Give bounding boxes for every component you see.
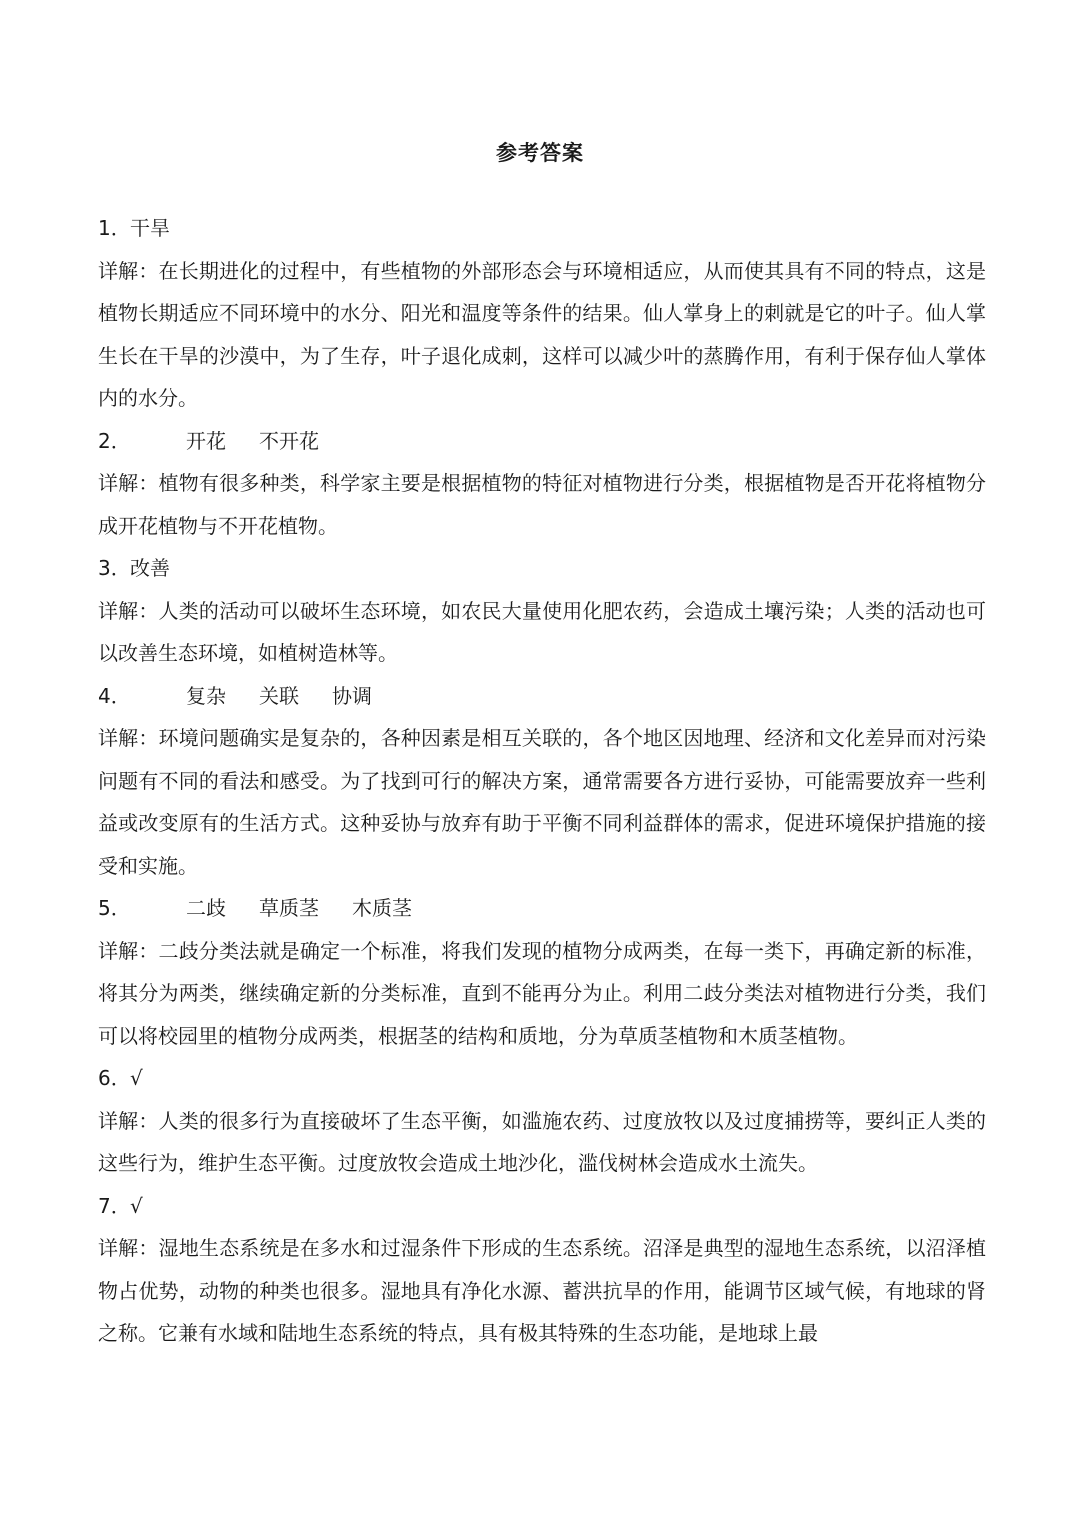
answer-text: 改善 [130, 556, 170, 580]
answer-number: 3． [98, 556, 131, 580]
answer-line-3 [98, 547, 986, 590]
answer-list [98, 207, 986, 1355]
answer-text: 干旱 [130, 216, 170, 240]
answer-line-1 [98, 207, 986, 250]
answer-text: 草质茎 [259, 896, 319, 920]
answer-detail-5: 详解：二歧分类法就是确定一个标准，将我们发现的植物分成两类，在每一类下，再确定新的标准，将其分为两类，继续确定新的分类标准，直到不能再分为止。利用二歧分类法对植物进行分类，我们可以将校园里的植物分成两类，根据茎的结构和质地，分为草质茎植物和木质茎植物。 [98, 938, 986, 1048]
answer-detail-2: 详解：植物有很多种类，科学家主要是根据植物的特征对植物进行分类，根据植物是否开花将植物分成开花植物与不开花植物。 [98, 471, 986, 538]
page-title: 参考答案 [496, 141, 584, 165]
answer-detail-7: 详解：湿地生态系统是在多水和过湿条件下形成的生态系统。沼泽是典型的湿地生态系统，以沼泽植物占优势，动物的种类也很多。湿地具有净化水源、蓄洪抗旱的作用，能调节区域气候，有地球的肾之称。它兼有水域和陆地生态系统的特点，具有极其特殊的生态功能，是地球上最 [98, 1236, 986, 1345]
answer-number: 1． [98, 216, 131, 240]
answer-number: 4． [98, 683, 131, 708]
answer-detail-6: 详解：人类的很多行为直接破坏了生态平衡，如滥施农药、过度放牧以及过度捕捞等，要纠正人类的这些行为，维护生态平衡。过度放牧会造成土地沙化，滥伐树林会造成水土流失。 [98, 1108, 986, 1175]
answer-line-6 [98, 1057, 986, 1100]
answer-text: 不开花 [259, 428, 319, 453]
answer-line-4 [98, 675, 986, 718]
answer-text: 二歧 [186, 896, 226, 920]
answer-text: 木质茎 [352, 896, 412, 920]
answer-detail-4: 详解：环境问题确实是复杂的，各种因素是相互关联的，各个地区因地理、经济和文化差异而对污染问题有不同的看法和感受。为了找到可行的解决方案，通常需要各方进行妥协，可能需要放弃一些利益或改变原有的生活方式。这种妥协与放弃有助于平衡不同利益群体的需求，促进环境保护措施的接受和实施。 [98, 726, 986, 878]
answer-number: 2． [98, 428, 131, 453]
answer-line-7 [98, 1185, 986, 1228]
answer-number: 6． [98, 1066, 131, 1090]
answer-text: 关联 [259, 683, 299, 708]
answer-text: √ [130, 1193, 143, 1218]
answer-number: 5． [98, 896, 131, 920]
answer-number: 7． [98, 1193, 131, 1218]
answer-detail-1: 详解：在长期进化的过程中，有些植物的外部形态会与环境相适应，从而使其具有不同的特点，这是植物长期适应不同环境中的水分、阳光和温度等条件的结果。仙人掌身上的刺就是它的叶子。仙人掌生长在干旱的沙漠中，为了生存，叶子退化成刺，这样可以减少叶的蒸腾作用，有利于保存仙人掌体内的水分。 [98, 258, 986, 410]
answer-detail-3: 详解：人类的活动可以破坏生态环境，如农民大量使用化肥农药，会造成土壤污染；人类的活动也可以改善生态环境，如植树造林等。 [98, 598, 986, 665]
answer-line-5 [98, 887, 986, 930]
answer-text: √ [130, 1066, 143, 1090]
answer-text: 协调 [332, 683, 372, 708]
answer-text: 复杂 [186, 683, 226, 708]
answer-line-2 [98, 420, 986, 463]
answer-text: 开花 [186, 428, 226, 453]
